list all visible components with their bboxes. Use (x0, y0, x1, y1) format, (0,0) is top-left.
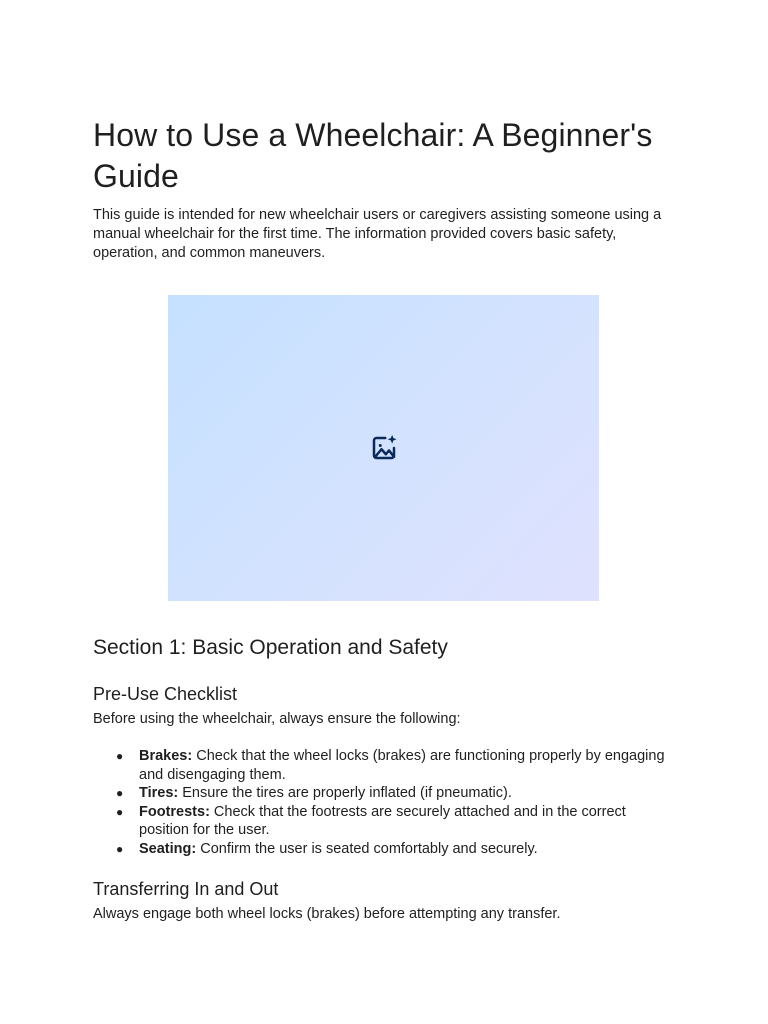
image-placeholder (168, 295, 599, 601)
bullet-icon: ● (116, 841, 124, 856)
subsection-heading-checklist: Pre-Use Checklist (93, 684, 238, 704)
checklist (93, 747, 675, 859)
list-item (116, 747, 675, 784)
list-item (116, 803, 675, 840)
item-label: Brakes: (139, 748, 193, 764)
page-title: How to Use a Wheelchair: A Beginner's Guide (93, 117, 653, 194)
item-text: Ensure the tires are properly inflated (if pneumatic). (178, 785, 512, 802)
section-heading: Section 1: Basic Operation and Safety (93, 636, 448, 659)
item-text: Check that the footrests are securely attached and in the correct position for the user. (139, 803, 626, 839)
bullet-icon: ● (116, 804, 124, 819)
item-label: Tires: (139, 785, 179, 802)
item-text: Check that the wheel locks (brakes) are functioning properly by engaging and disengaging them. (139, 748, 665, 783)
item-label: Footrests: (139, 803, 210, 820)
transfer-paragraph: Always engage both wheel locks (brakes) before attempting any transfer. (93, 905, 561, 922)
intro-paragraph: This guide is intended for new wheelchair users or caregivers assisting someone using a manual wheelchair for the first time. The information provided covers basic safety, operation, and common maneuvers. (93, 207, 662, 261)
subsection-heading-transferring: Transferring In and Out (93, 878, 279, 899)
item-text: Confirm the user is seated comfortably and securely. (196, 840, 538, 857)
list-item (116, 784, 675, 803)
bullet-icon: ● (116, 749, 124, 763)
bullet-icon: ● (116, 786, 124, 801)
image-sparkle-icon (369, 433, 399, 463)
checklist-lead: Before using the wheelchair, always ensure the following: (93, 711, 461, 727)
item-label: Seating: (139, 840, 197, 857)
list-item (116, 840, 675, 859)
